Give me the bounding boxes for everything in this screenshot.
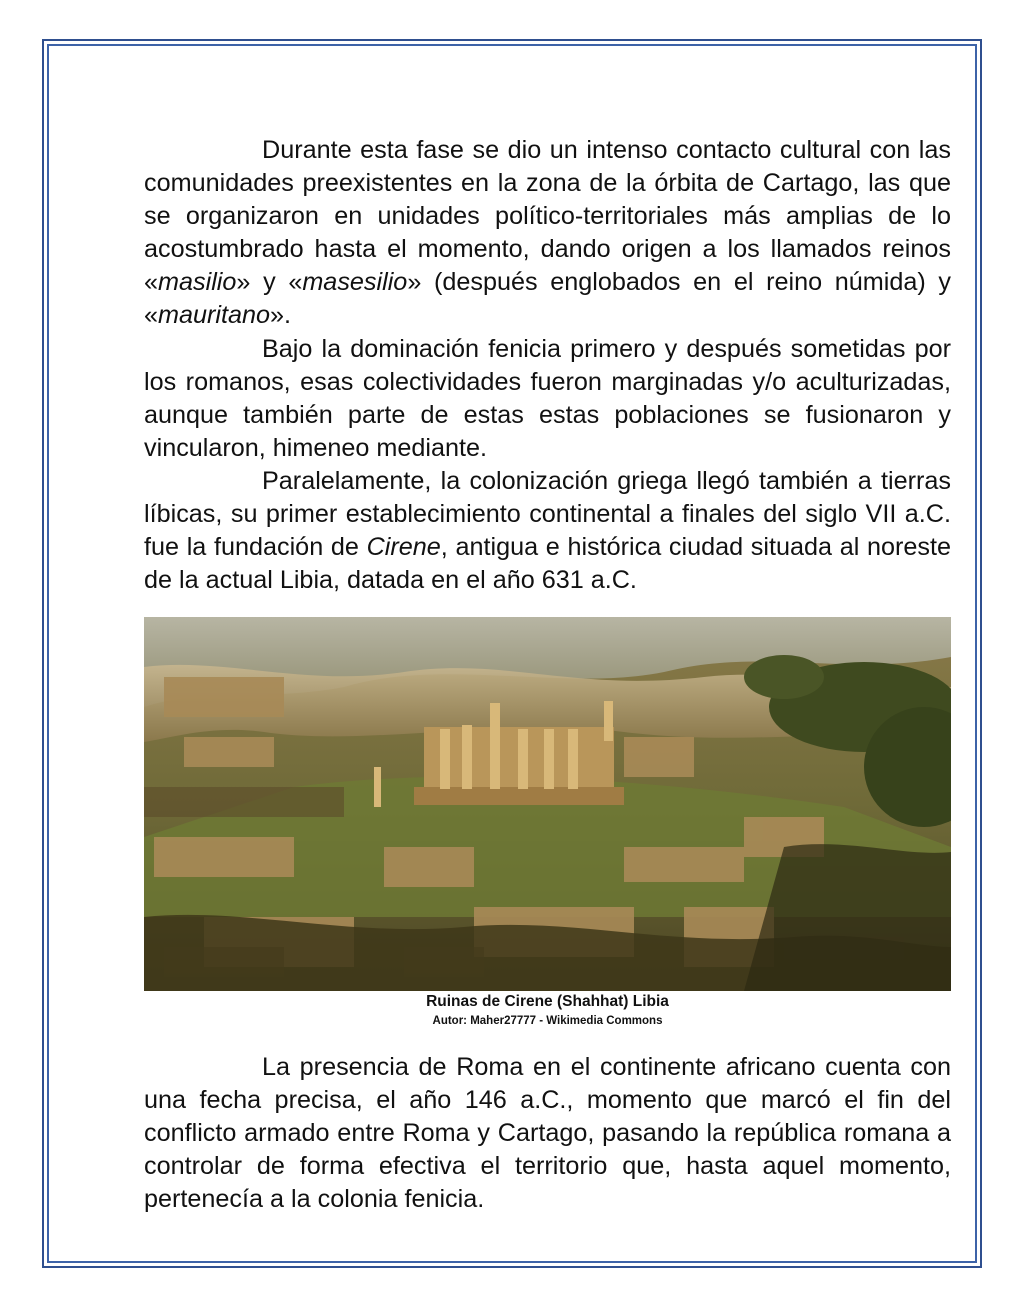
italic-term: mauritano xyxy=(158,301,271,330)
figure-credit: Autor: Maher27777 - Wikimedia Commons xyxy=(432,1015,663,1027)
body-text-top xyxy=(144,134,951,597)
italic-term: masesilio xyxy=(302,268,408,297)
text-run: Durante esta fase se dio un intenso contacto cultural con las comunidades preexistentes en la zona de la órbita de Cartago, las que se organizaron en unidades político-territoriales más amplias de lo acostumbrado hasta el momento, dando origen a los llamados reinos « xyxy=(144,136,951,297)
text-run: Bajo la dominación fenicia primero y después sometidas por los romanos, esas colectividades fueron marginadas y/o aculturizadas, aunque también parte de estas estas poblaciones se fusionaron y vincularon, himeneo mediante. xyxy=(144,334,951,462)
cyrene-ruins-photo xyxy=(144,617,951,991)
figure-caption: Ruinas de Cirene (Shahhat) Libia xyxy=(426,993,669,1010)
text-run: » (después englobados en el reino númida) y « xyxy=(144,268,951,330)
paragraph xyxy=(144,333,951,465)
paragraph xyxy=(144,1051,951,1216)
body-text-bottom xyxy=(144,1051,951,1216)
italic-term: Cirene xyxy=(366,533,441,562)
text-run: , antigua e histórica ciudad situada al noreste de la actual Libia, datada en el año 631 a.C. xyxy=(144,533,951,595)
italic-term: masilio xyxy=(158,268,237,297)
text-run: Paralelamente, la colonización griega llegó también a tierras líbicas, su primer establecimiento continental a finales del siglo VII a.C. fue la fundación de xyxy=(144,466,951,562)
paragraph xyxy=(144,465,951,597)
text-run: » y « xyxy=(236,268,303,297)
text-run: La presencia de Roma en el continente africano cuenta con una fecha precisa, el año 146 a.C., momento que marcó el fin del conflicto armado entre Roma y Cartago, pasando la república romana a controlar de forma efectiva el territorio que, hasta aquel momento, pertenecía a la colonia fenicia. xyxy=(144,1053,951,1214)
paragraph xyxy=(144,134,951,333)
text-run: ». xyxy=(270,301,292,330)
